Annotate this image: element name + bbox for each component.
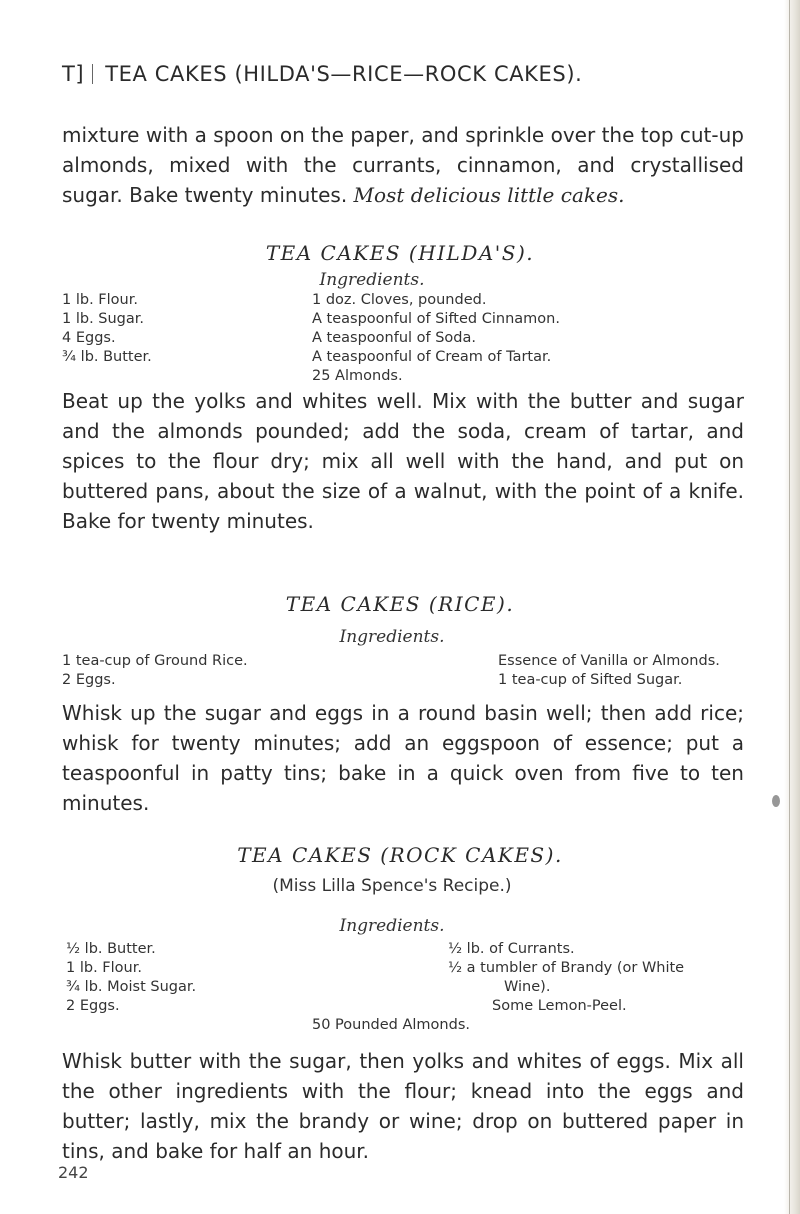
ingredient-item: 1 doz. Cloves, pounded. bbox=[312, 292, 487, 308]
intro-text: mixture with a spoon on the paper, and sprinkle over the top cut-up almonds, mixed with the currants, cinnamon, and crystallised sugar. Bake twenty minutes. bbox=[62, 123, 744, 207]
recipe-title-rock-cakes: TEA CAKES (ROCK CAKES). bbox=[237, 843, 563, 867]
ingredient-item: A teaspoonful of Sifted Cinnamon. bbox=[312, 311, 560, 327]
running-header bbox=[62, 62, 582, 86]
ingredients-left-hildas bbox=[62, 291, 152, 367]
ingredient-item: Essence of Vanilla or Almonds. bbox=[498, 653, 720, 669]
ingredients-left-rice bbox=[62, 652, 248, 690]
ingredient-item: ¾ lb. Butter. bbox=[62, 349, 152, 365]
ingredients-right-rice bbox=[498, 652, 720, 690]
ingredient-item: ¾ lb. Moist Sugar. bbox=[66, 979, 197, 995]
ingredient-item: 25 Almonds. bbox=[312, 368, 403, 384]
ingredients-heading-rock-cakes: Ingredients. bbox=[339, 916, 445, 936]
recipe-title-rice: TEA CAKES (RICE). bbox=[285, 592, 515, 616]
ingredient-item: 1 lb. Sugar. bbox=[62, 311, 145, 327]
ingredients-heading-rice: Ingredients. bbox=[339, 627, 445, 647]
recipe-subtitle-rock-cakes: (Miss Lilla Spence's Recipe.) bbox=[272, 876, 512, 896]
ingredient-item: 50 Pounded Almonds. bbox=[312, 1017, 470, 1033]
ingredients-right-hildas bbox=[312, 291, 560, 386]
ingredient-item: ½ lb. of Currants. bbox=[448, 941, 575, 957]
ingredients-heading-hildas: Ingredients. bbox=[319, 270, 425, 290]
page-number: 242 bbox=[58, 1163, 89, 1182]
ingredients-bottom-rock-cakes bbox=[312, 1016, 470, 1035]
section-letter: T] bbox=[62, 62, 85, 86]
ingredient-item: Wine). bbox=[504, 979, 551, 995]
ingredient-item: 1 lb. Flour. bbox=[62, 292, 138, 308]
ingredient-item: 2 Eggs. bbox=[66, 998, 120, 1014]
ingredient-item: A teaspoonful of Cream of Tartar. bbox=[312, 349, 552, 365]
ingredient-item: 1 lb. Flour. bbox=[66, 960, 142, 976]
ingredient-item: A teaspoonful of Soda. bbox=[312, 330, 477, 346]
ingredient-item: 1 tea-cup of Sifted Sugar. bbox=[498, 672, 683, 688]
method-rock-cakes: Whisk butter with the sugar, then yolks and whites of eggs. Mix all the other ingredients with the flour; knead into the eggs and butter; lastly, mix the brandy or wine; drop on buttered paper in tins, and bake for half an hour. bbox=[62, 1049, 744, 1163]
ingredient-item: 4 Eggs. bbox=[62, 330, 116, 346]
ingredient-item: ½ a tumbler of Brandy (or White bbox=[448, 960, 685, 976]
intro-paragraph bbox=[62, 120, 744, 210]
ink-smudge bbox=[772, 795, 780, 807]
method-rice: Whisk up the sugar and eggs in a round basin well; then add rice; whisk for twenty minutes; add an eggspoon of essence; put a teaspoonful in patty tins; bake in a quick oven from five to ten minutes. bbox=[62, 701, 744, 815]
ingredient-item: 2 Eggs. bbox=[62, 672, 116, 688]
ingredient-item: Some Lemon-Peel. bbox=[492, 998, 627, 1014]
header-divider bbox=[92, 64, 93, 84]
ingredients-right-rock-cakes bbox=[448, 940, 684, 1016]
recipe-title-hildas: TEA CAKES (HILDA'S). bbox=[265, 241, 535, 265]
ingredients-left-rock-cakes bbox=[66, 940, 196, 1016]
ingredient-item: 1 tea-cup of Ground Rice. bbox=[62, 653, 248, 669]
running-title: TEA CAKES (HILDA'S—RICE—ROCK CAKES). bbox=[105, 62, 583, 86]
intro-emphasis: Most delicious little cakes. bbox=[353, 183, 625, 207]
method-hildas: Beat up the yolks and whites well. Mix with the butter and sugar and the almonds pounded; add the soda, cream of tartar, and spices to the flour dry; mix all well with the hand, and put on buttered pans, about the size of a walnut, with the point of a knife. Bake for twenty minutes. bbox=[62, 389, 744, 533]
ingredient-item: ½ lb. Butter. bbox=[66, 941, 156, 957]
